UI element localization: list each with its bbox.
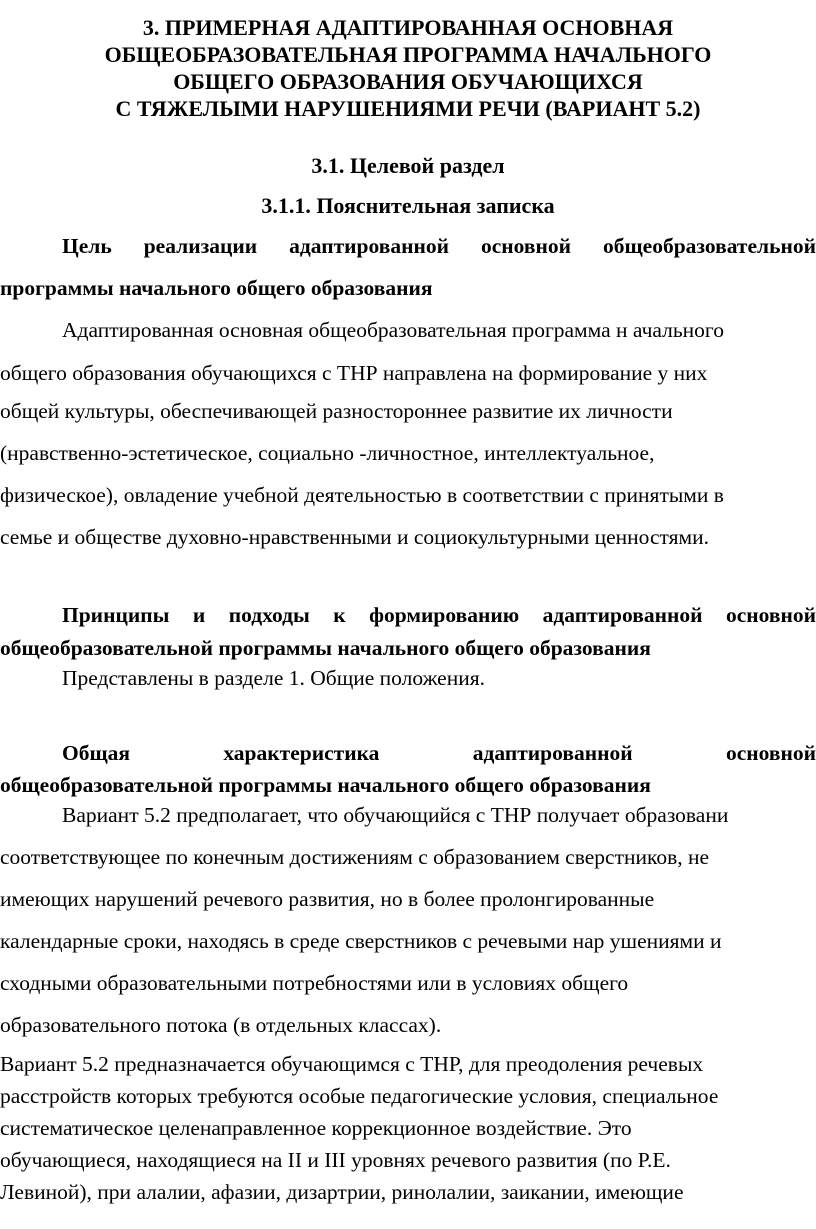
characteristics-word: адаптированной bbox=[472, 741, 633, 765]
principles-heading-line bbox=[0, 603, 816, 628]
characteristics-heading-line-2: общеобразовательной программы начального общего образования bbox=[0, 773, 651, 797]
section-heading: 3.1. Целевой раздел bbox=[311, 153, 505, 178]
paragraph-line: общей культуры, обеспечивающей разностороннее развитие их личности bbox=[0, 399, 673, 423]
principles-text: Представлены в разделе 1. Общие положения. bbox=[62, 666, 485, 690]
characteristics-heading-line bbox=[0, 741, 816, 766]
paragraph-line: Левиной), при алалии, афазии, дизартрии, ринолалии, заикании, имеющие bbox=[0, 1180, 684, 1204]
principles-word: и bbox=[192, 603, 206, 627]
paragraph-line: Вариант 5.2 предполагает, что обучающийся с ТНР получает образовани bbox=[62, 803, 729, 827]
subsection-heading: 3.1.1. Пояснительная записка bbox=[261, 193, 555, 218]
principles-word: к bbox=[333, 603, 346, 627]
principles-word: Принципы bbox=[62, 603, 170, 627]
title-line: С ТЯЖЕЛЫМИ НАРУШЕНИЯМИ РЕЧИ (ВАРИАНТ 5.2) bbox=[115, 96, 701, 121]
paragraph-line: календарные сроки, находясь в среде сверстников с речевыми нар ушениями и bbox=[0, 929, 722, 953]
principles-heading-line-2: общеобразовательной программы начального общего образования bbox=[0, 636, 651, 660]
paragraph-line: (нравственно-эстетическое, социально -личностное, интеллектуальное, bbox=[0, 441, 655, 465]
paragraph-line: сходными образовательными потребностями или в условиях общего bbox=[0, 971, 629, 995]
paragraph-line: образовательного потока (в отдельных классах). bbox=[0, 1013, 442, 1037]
paragraph-line: расстройств которых требуются особые педагогические условия, специальное bbox=[0, 1084, 719, 1108]
title-line: ОБЩЕОБРАЗОВАТЕЛЬНАЯ ПРОГРАММА НАЧАЛЬНОГО bbox=[104, 42, 712, 67]
paragraph-line: общего образования обучающихся с ТНР направлена на формирование у них bbox=[0, 361, 708, 385]
paragraph-line: физическое), овладение учебной деятельностью в соответствии с принятыми в bbox=[0, 483, 724, 507]
characteristics-word: Общая bbox=[62, 741, 131, 765]
paragraph-line: обучающиеся, находящиеся на II и III уровнях речевого развития (по Р.Е. bbox=[0, 1148, 671, 1172]
principles-word: адаптированной bbox=[542, 603, 703, 627]
goal-word: реализации bbox=[143, 234, 258, 258]
goal-word: адаптированной bbox=[289, 234, 449, 258]
paragraph-line: Вариант 5.2 предназначается обучающимся с ТНР, для преодоления речевых bbox=[0, 1052, 704, 1076]
goal-word: общеобразовательной bbox=[603, 234, 816, 258]
paragraph-line: Адаптированная основная общеобразовательная программа н ачального bbox=[62, 318, 724, 342]
goal-heading-line bbox=[0, 234, 816, 259]
title-line: ОБЩЕГО ОБРАЗОВАНИЯ ОБУЧАЮЩИХСЯ bbox=[173, 69, 643, 94]
principles-word: основной bbox=[725, 603, 816, 627]
paragraph-line: имеющих нарушений речевого развития, но в более пролонгированные bbox=[0, 887, 655, 911]
paragraph-line: систематическое целенаправленное коррекционное воздействие. Это bbox=[0, 1116, 632, 1140]
paragraph-line: соответствующее по конечным достижениям с образованием сверстников, не bbox=[0, 845, 710, 869]
characteristics-word: характеристика bbox=[223, 741, 380, 765]
characteristics-word: основной bbox=[725, 741, 816, 765]
paragraph-line: семье и обществе духовно-нравственными и социокультурными ценностями. bbox=[0, 525, 709, 549]
principles-word: формированию bbox=[369, 603, 520, 627]
principles-word: подходы bbox=[228, 603, 310, 627]
title-line: 3. ПРИМЕРНАЯ АДАПТИРОВАННАЯ ОСНОВНАЯ bbox=[142, 15, 674, 40]
goal-heading-line-2: программы начального общего образования bbox=[0, 276, 433, 300]
goal-word: Цель bbox=[62, 234, 112, 258]
document-title bbox=[0, 14, 816, 122]
goal-word: основной bbox=[480, 234, 572, 258]
